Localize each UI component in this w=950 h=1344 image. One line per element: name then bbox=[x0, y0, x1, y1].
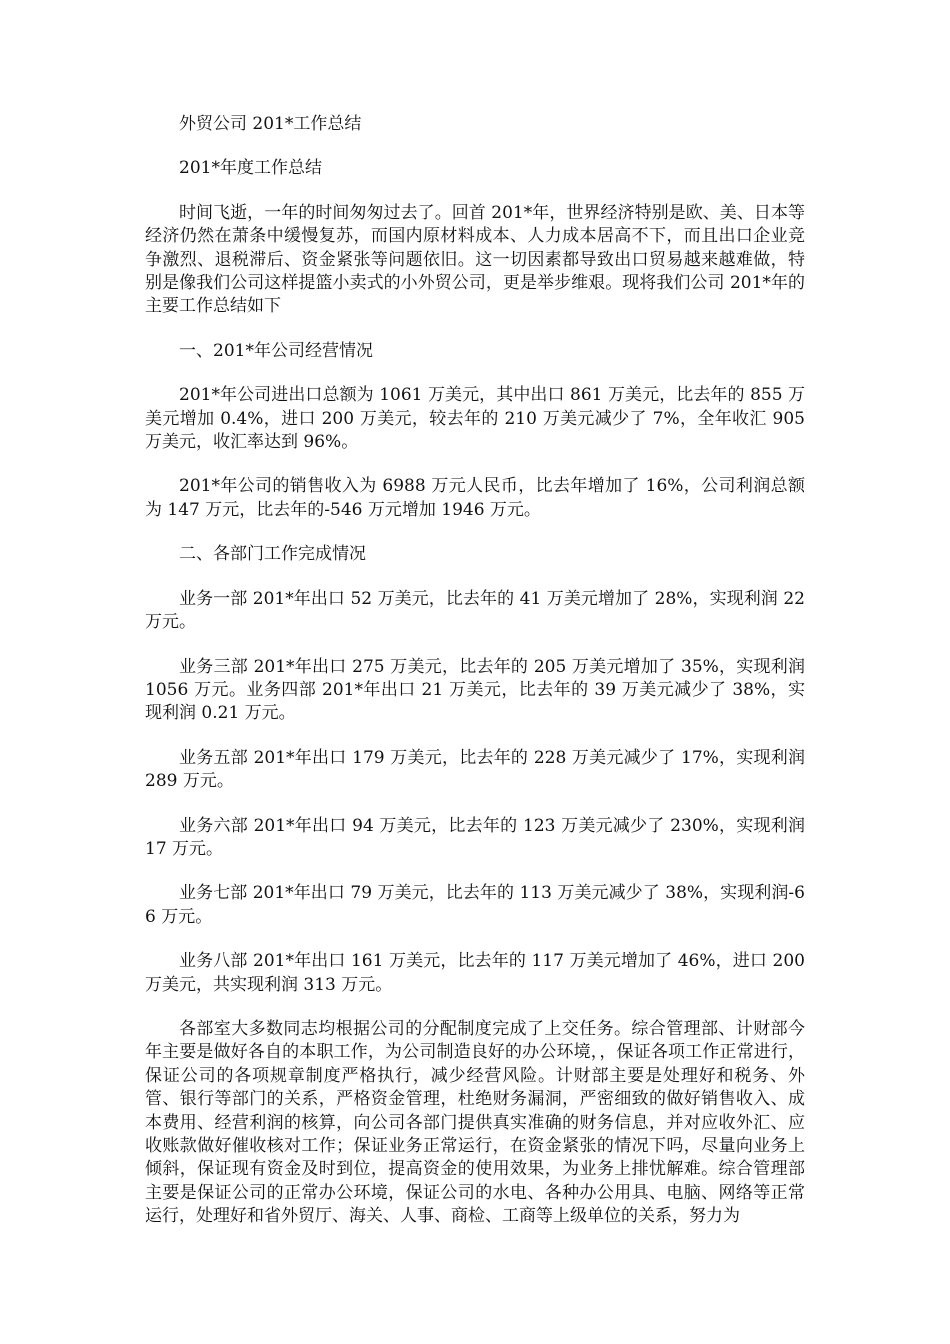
paragraph-trade-totals: 201*年公司进出口总额为 1061 万美元，其中出口 861 万美元，比去年的 855 万美元增加 0.4%，进口 200 万美元，较去年的 210 万美元减少了 7%，全年收汇 905 万美元，收汇率达到 96%。 bbox=[145, 385, 805, 453]
paragraph-dept-5: 业务五部 201*年出口 179 万美元，比去年的 228 万美元减少了 17%，实现利润 289 万元。 bbox=[145, 747, 805, 792]
document-subtitle: 201*年度工作总结 bbox=[179, 158, 322, 179]
section-heading-operations: 一、201*年公司经营情况 bbox=[179, 340, 373, 361]
document-body bbox=[145, 113, 805, 1250]
paragraph-dept-3-4: 业务三部 201*年出口 275 万美元，比去年的 205 万美元增加了 35%，实现利润 1056 万元。业务四部 201*年出口 21 万美元，比去年的 39 万美元减少了 38%，实现利润 0.21 万元。 bbox=[145, 656, 805, 724]
paragraph-dept-1: 业务一部 201*年出口 52 万美元，比去年的 41 万美元增加了 28%，实现利润 22 万元。 bbox=[145, 588, 805, 633]
paragraph-dept-8: 业务八部 201*年出口 161 万美元，比去年的 117 万美元增加了 46%，进口 200 万美元，共实现利润 313 万元。 bbox=[145, 951, 805, 995]
paragraph-dept-7: 业务七部 201*年出口 79 万美元，比去年的 113 万美元减少了 38%，实现利润-66 万元。 bbox=[145, 883, 805, 927]
paragraph-offices: 各部室大多数同志均根据公司的分配制度完成了上交任务。综合管理部、计财部今年主要是做好各自的本职工作，为公司制造良好的办公环境，，保证各项工作正常进行，保证公司的各项规章制度严格执行，减少经营风险。计财部主要是处理好和税务、外管、银行等部门的关系，严格资金管理，杜绝财务漏洞，严密细致的做好销售收入、成本费用、经营利润的核算，向公司各部门提供真实准确的财务信息，并对应收外汇、应收账款做好催收核对工作；保证业务正常运行，在资金紧张的情况下吗，尽量向业务上倾斜，保证现有资金及时到位，提高资金的使用效果，为业务上排忧解难。综合管理部主要是保证公司的正常办公环境，保证公司的水电、各种办公用具、电脑、网络等正常运行，处理好和省外贸厅、海关、人事、商检、工商等上级单位的关系，努力为 bbox=[145, 1018, 805, 1227]
paragraph-dept-6: 业务六部 201*年出口 94 万美元，比去年的 123 万美元减少了 230%，实现利润 17 万元。 bbox=[145, 815, 805, 859]
intro-paragraph: 时间飞逝，一年的时间匆匆过去了。回首 201*年，世界经济特别是欧、美、日本等经济仍然在萧条中缓慢复苏，而国内原材料成本、人力成本居高不下，而且出口企业竞争激烈、退税滞后、资金紧张等问题依旧。这一切因素都导致出口贸易越来越难做，特别是像我们公司这样提篮小卖式的小外贸公司，更是举步维艰。现将我们公司 201*年的主要工作总结如下 bbox=[145, 202, 805, 317]
section-heading-departments: 二、各部门工作完成情况 bbox=[179, 544, 366, 565]
document-title: 外贸公司 201*工作总结 bbox=[179, 114, 362, 134]
paragraph-revenue-profit: 201*年公司的销售收入为 6988 万元人民币，比去年增加了 16%，公司利润总额为 147 万元，比去年的-546 万元增加 1946 万元。 bbox=[145, 476, 805, 520]
